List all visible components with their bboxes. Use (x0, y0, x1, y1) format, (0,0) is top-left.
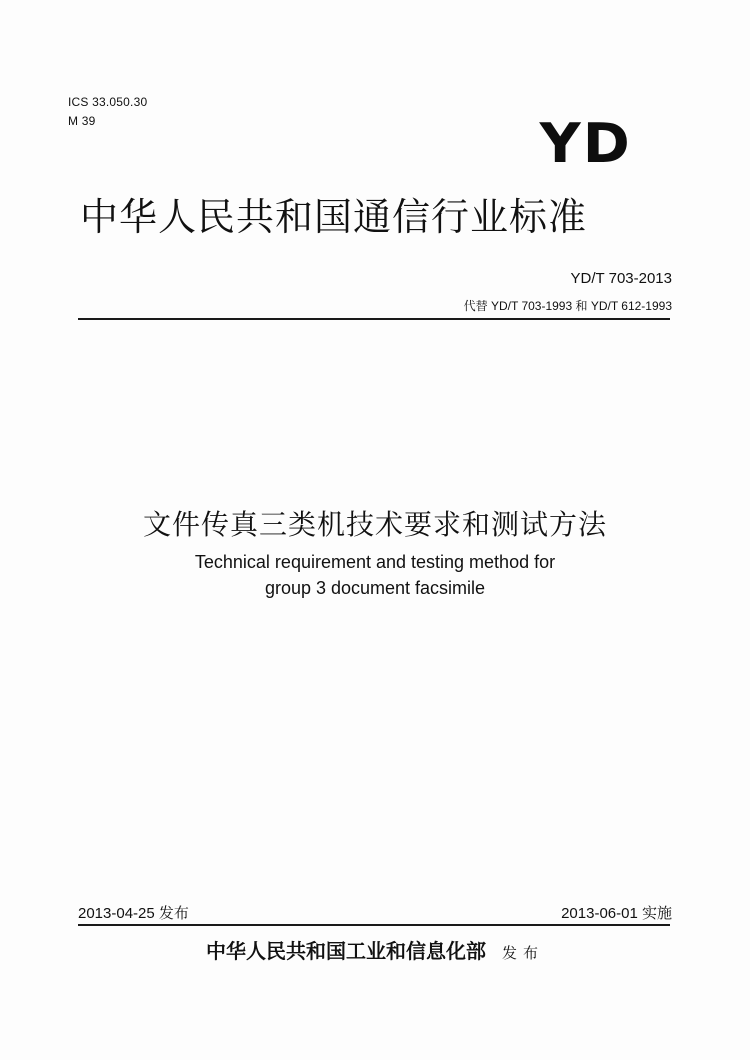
issue-date: 2013-04-25 发布 (78, 905, 189, 922)
ccs-code: M 39 (68, 114, 96, 128)
document-title-chinese: 文件传真三类机技术要求和测试方法 (142, 508, 607, 541)
publisher-line (0, 935, 750, 964)
yd-logo: YD (539, 112, 632, 175)
document-title-english-line1: Technical requirement and testing method for (194, 552, 556, 572)
bottom-divider (78, 924, 670, 926)
document-title-english-line2: group 3 document facsimile (264, 578, 486, 598)
top-divider (78, 318, 670, 320)
publisher-name: 中华人民共和国工业和信息化部 (205, 939, 486, 963)
effective-date: 2013-06-01 实施 (561, 905, 672, 922)
standard-number: YD/T 703-2013 (570, 270, 672, 287)
replaces-note: 代替 YD/T 703-1993 和 YD/T 612-1993 (463, 299, 672, 313)
standard-title: 中华人民共和国通信行业标准 (80, 195, 588, 239)
ics-code: ICS 33.050.30 (68, 95, 148, 109)
publish-action: 发布 (501, 944, 544, 962)
